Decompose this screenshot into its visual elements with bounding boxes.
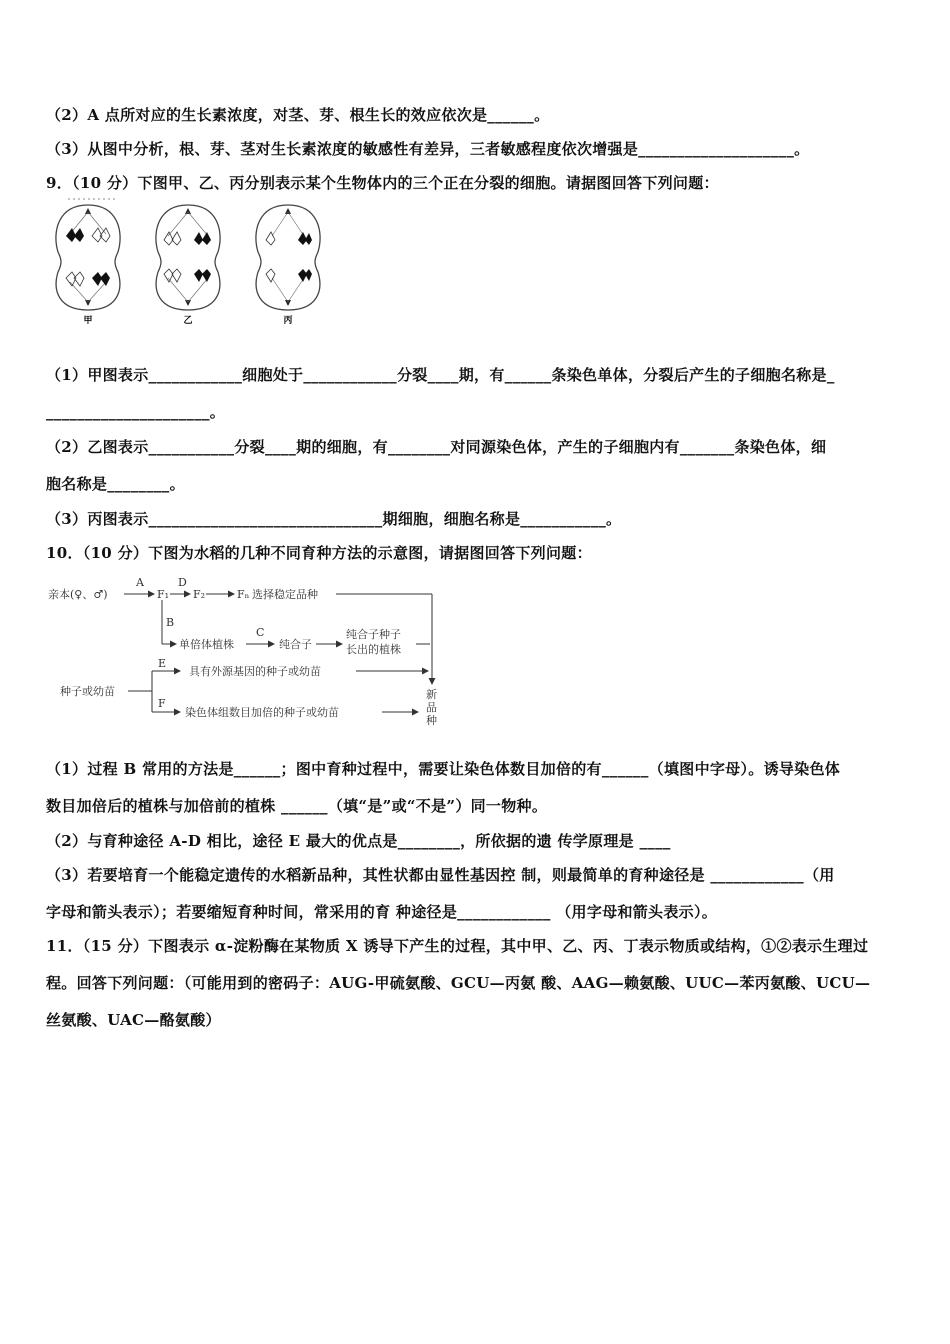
pure-label: 纯合子 [279, 638, 312, 651]
letter-e: E [158, 657, 167, 670]
q9-part3: （3）丙图表示______________________________期细胞，细胞名称是___________。 [46, 510, 622, 528]
fn-label: Fₙ [237, 588, 250, 601]
letter-c: C [256, 626, 265, 639]
letter-a: A [136, 576, 144, 589]
letter-f: F [158, 697, 166, 710]
haploid-label: 单倍体植株 [179, 638, 234, 651]
foreign-label: 具有外源基因的种子或幼苗 [189, 665, 321, 678]
pure-seed-line1: 纯合子种子 [346, 628, 401, 641]
f1-label: F₁ [157, 588, 170, 601]
f2-label: F₂ [193, 588, 206, 601]
select-label: 选择稳定品种 [252, 588, 318, 601]
cell-jia [56, 205, 120, 310]
letter-d: D [178, 576, 187, 589]
q11-line1: 11．（15 分）下图表示 α-淀粉酶在某物质 X 诱导下产生的过程，其中甲、乙、丙、丁表示物质或结构，①②表示生理过 [46, 937, 869, 955]
q9-part1-line2: _____________________。 [46, 403, 226, 421]
letter-b: B [166, 616, 175, 629]
cell-division-figure [48, 192, 338, 332]
new-char3: 种 [426, 714, 437, 727]
label-bing: 丙 [283, 316, 293, 326]
q10-part1-line1: （1）过程 B 常用的方法是______；图中育种过程中，需要让染色体数目加倍的有______（填图中字母）。诱导染色体 [46, 760, 841, 778]
q10-part3-line2: 字母和箭头表示）；若要缩短育种时间，常采用的育 种途径是____________ （用字母和箭头表示）。 [46, 903, 718, 921]
q10-part2: （2）与育种途径 A-D 相比，途径 E 最大的优点是________，所依据的遗 传学原理是 ____ [46, 832, 671, 850]
pure-seed-line2: 长出的植株 [346, 643, 401, 656]
parent-label: 亲本(♀、♂) [48, 588, 108, 601]
new-char2: 品 [426, 701, 437, 714]
cell-yi [156, 205, 220, 310]
q10-heading: 10．（10 分）下图为水稻的几种不同育种方法的示意图，请据图回答下列问题： [46, 544, 592, 562]
q8-part3: （3）从图中分析，根、芽、茎对生长素浓度的敏感性有差异，三者敏感程度依次增强是____________________。 [46, 140, 810, 158]
q10-part3-line1: （3）若要培育一个能稳定遗传的水稻新品种，其性状都由显性基因控 制，则最简单的育种途径是 ____________（用 [46, 866, 835, 884]
doubled-label: 染色体组数目加倍的种子或幼苗 [185, 706, 339, 719]
cell-bing [256, 205, 320, 310]
label-jia: 甲 [83, 316, 93, 326]
q9-part1-line1: （1）甲图表示____________细胞处于____________分裂____期，有______条染色单体，分裂后产生的子细胞名称是_ [46, 366, 835, 384]
q9-part2-line1: （2）乙图表示___________分裂____期的细胞，有________对同源染色体，产生的子细胞内有_______条染色体，细 [46, 438, 827, 456]
q11-line2: 程。回答下列问题：（可能用到的密码子：AUG-甲硫氨酸、GCU—丙氨 酸、AAG—赖氨酸、UUC—苯丙氨酸、UCU— [46, 974, 871, 992]
breeding-flow-diagram [46, 574, 446, 734]
q11-line3: 丝氨酸、UAC—酪氨酸） [46, 1011, 221, 1029]
label-yi: 乙 [183, 316, 193, 326]
q10-part1-line2: 数目加倍后的植株与加倍前的植株 ______（填“是”或“不是”）同一物种。 [46, 797, 548, 815]
q9-heading: 9．（10 分）下图甲、乙、丙分别表示某个生物体内的三个正在分裂的细胞。请据图回答下列问题： [46, 174, 719, 192]
q9-part2-line2: 胞名称是________。 [46, 475, 185, 493]
seed-label: 种子或幼苗 [60, 685, 115, 698]
new-char1: 新 [426, 688, 437, 701]
q8-part2: （2）A 点所对应的生长素浓度，对茎、芽、根生长的效应依次是______。 [46, 106, 550, 124]
